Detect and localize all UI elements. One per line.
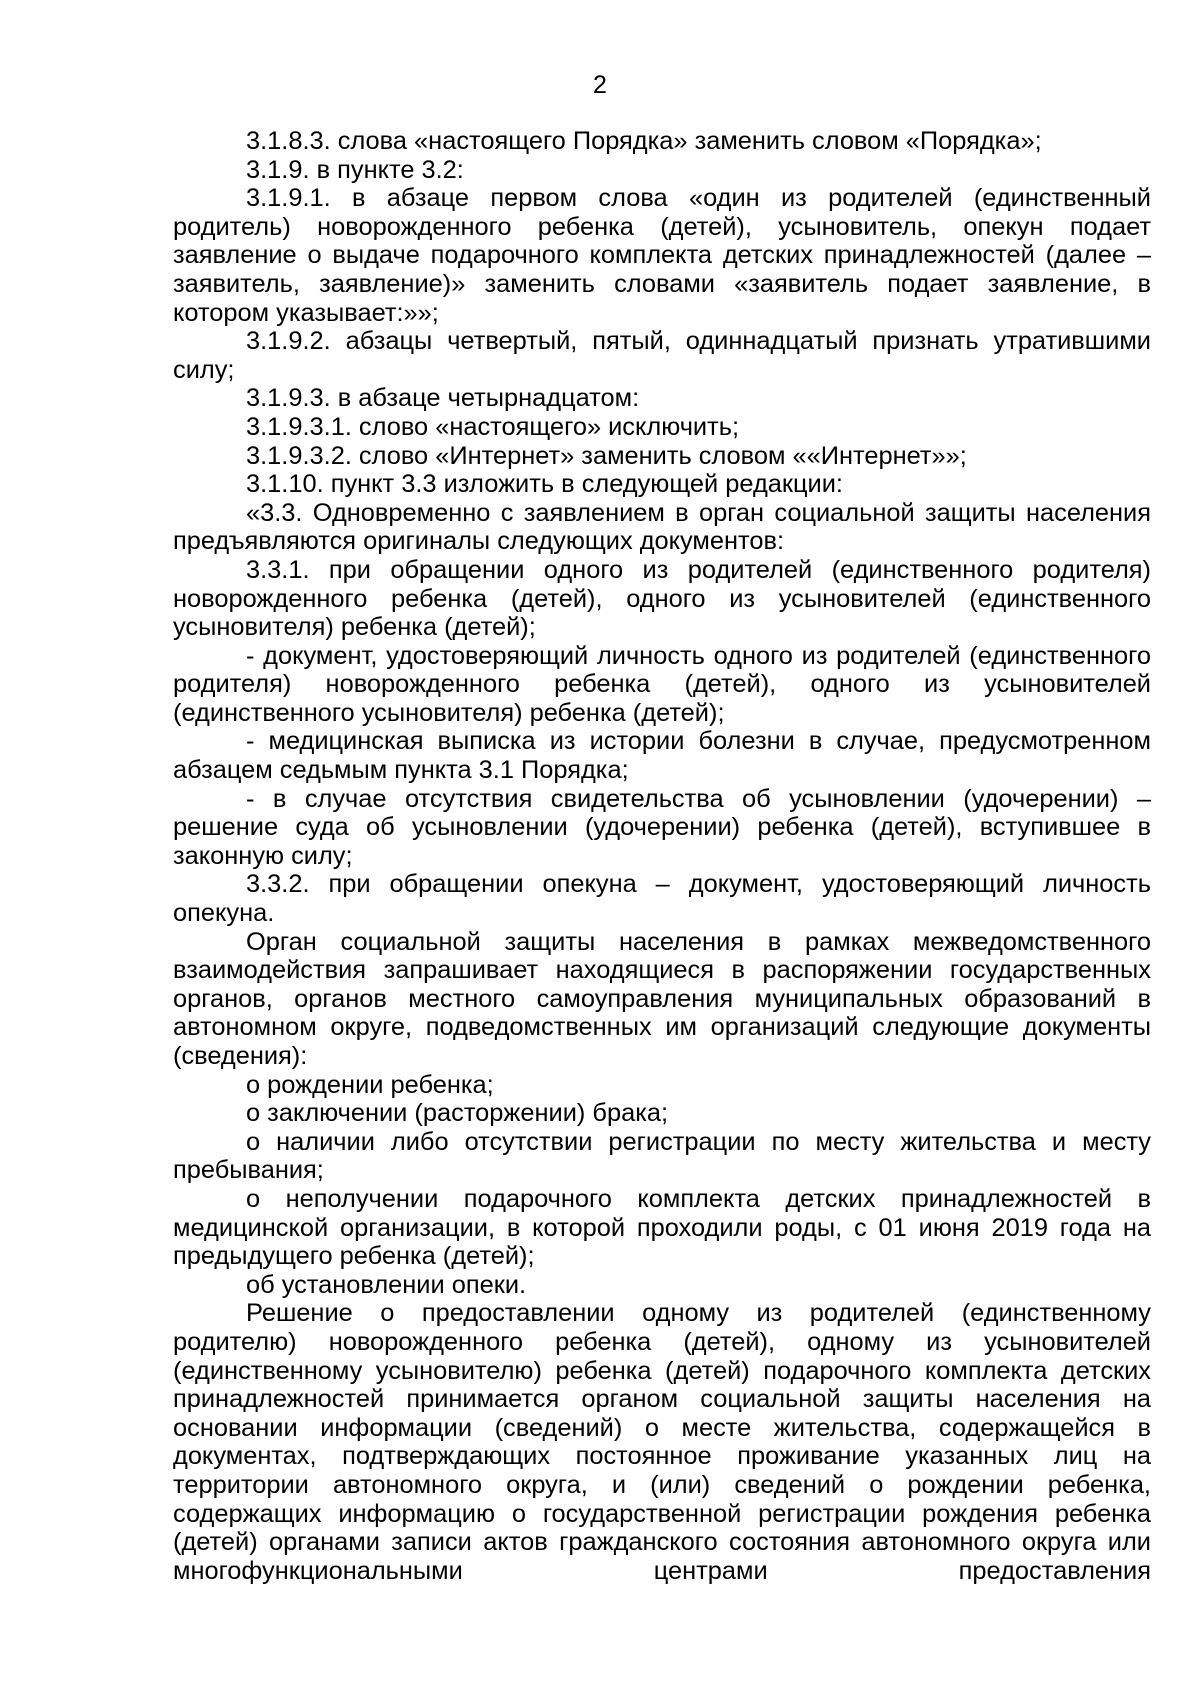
paragraph: о неполучении подарочного комплекта детских принадлежностей в медицинской организации, в которой проходили роды, с 01 июня 2019 года на предыдущего ребенка (детей);	[173, 1184, 1151, 1271]
paragraph: 3.1.9.1. в абзаце первом слова «один из родителей (единственный родитель) новорожденного ребенка (детей), усыновитель, опекун подает заявление о выдаче подарочного комплекта детских принадлежностей (далее – заявитель, заявление)» заменить словами «заявитель подает заявление, в котором указывает:»»;	[173, 184, 1151, 327]
paragraph: «3.3. Одновременно с заявлением в орган социальной защиты населения предъявляются оригиналы следующих документов:	[173, 498, 1151, 556]
document-body	[173, 127, 1151, 1585]
paragraph: Решение о предоставлении одному из родителей (единственному родителю) новорожденного ребенка (детей), одному из усыновителей (единственному усыновителю) ребенка (детей) подарочного комплекта детских принадлежностей принимается органом социальной защиты населения на основании информации (сведений) о месте жительства, содержащейся в документах, подтверждающих постоянное проживание указанных лиц на территории автономного округа, и (или) сведений о рождении ребенка, содержащих информацию о государственной регистрации рождения ребенка (детей) органами записи актов гражданского состояния автономного округа или многофункциональными центрами предоставления	[173, 1299, 1151, 1585]
paragraph: 3.1.9. в пункте 3.2:	[246, 155, 464, 184]
paragraph: 3.1.10. пункт 3.3 изложить в следующей редакции:	[246, 470, 843, 499]
paragraph: 3.1.9.2. абзацы четвертый, пятый, одиннадцатый признать утратившими силу;	[173, 327, 1151, 384]
paragraph: об установлении опеки.	[246, 1270, 527, 1299]
paragraph: - в случае отсутствия свидетельства об усыновлении (удочерении) – решение суда об усыновлении (удочерении) ребенка (детей), вступившее в законную силу;	[173, 784, 1151, 870]
page-number: 2	[593, 71, 607, 99]
paragraph: о заключении (расторжении) брака;	[246, 1099, 669, 1128]
paragraph: 3.1.9.3.1. слово «настоящего» исключить;	[246, 412, 740, 441]
paragraph: 3.3.2. при обращении опекуна – документ, удостоверяющий личность опекуна.	[173, 870, 1151, 928]
paragraph: о наличии либо отсутствии регистрации по месту жительства и месту пребывания;	[173, 1127, 1151, 1185]
paragraph: - медицинская выписка из истории болезни в случае, предусмотренном абзацем седьмым пункта 3.1 Порядка;	[173, 727, 1151, 785]
paragraph: Орган социальной защиты населения в рамках межведомственного взаимодействия запрашивает находящиеся в распоряжении государственных органов, органов местного самоуправления муниципальных образований в автономном округе, подведомственных им организаций следующие документы (сведения):	[173, 927, 1151, 1070]
paragraph: 3.1.9.3. в абзаце четырнадцатом:	[246, 384, 640, 413]
paragraph: 3.3.1. при обращении одного из родителей (единственного родителя) новорожденного ребенка (детей), одного из усыновителей (единственного усыновителя) ребенка (детей);	[173, 555, 1151, 642]
paragraph: - документ, удостоверяющий личность одного из родителей (единственного родителя) новорожденного ребенка (детей), одного из усыновителей (единственного усыновителя) ребенка (детей);	[173, 641, 1151, 727]
paragraph: 3.1.9.3.2. слово «Интернет» заменить словом ««Интернет»»;	[246, 441, 967, 470]
paragraph: о рождении ребенка;	[246, 1070, 494, 1099]
paragraph: 3.1.8.3. слова «настоящего Порядка» заменить словом «Порядка»;	[246, 127, 1042, 155]
